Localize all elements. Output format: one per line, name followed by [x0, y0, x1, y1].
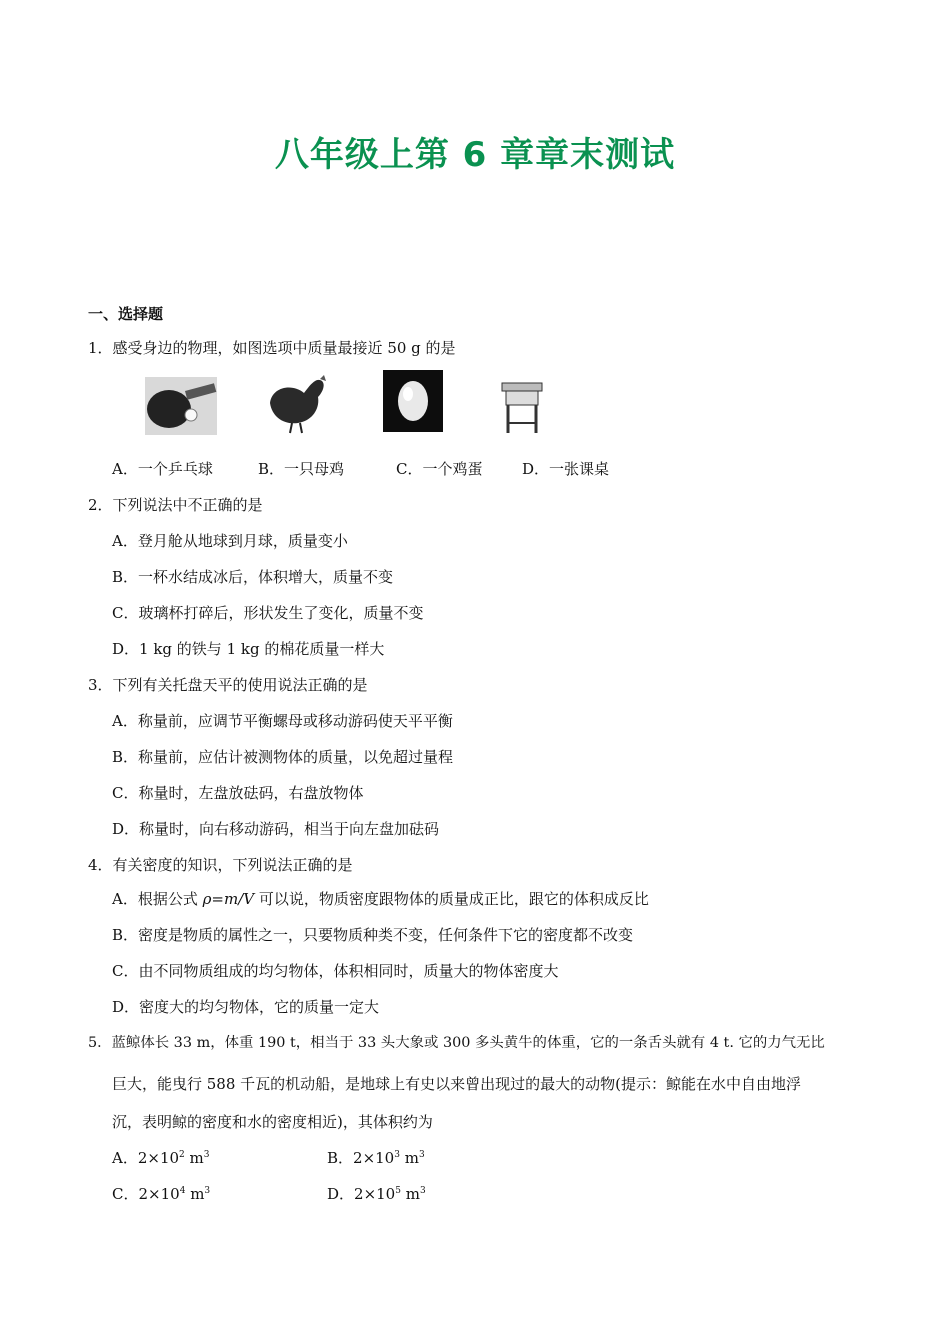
q5-option-a[interactable]: [112, 1148, 210, 1168]
q5-option-a-unit-exponent: 3: [203, 1150, 210, 1160]
q5-option-d-base: D．2×10: [327, 1185, 396, 1203]
q5-option-c-exponent: 4: [179, 1186, 186, 1196]
q2-option-b[interactable]: B．一杯水结成冰后，体积增大，质量不变: [112, 568, 394, 586]
q5-option-a-exponent: 2: [179, 1150, 185, 1160]
question-5-stem-line-1: 5．蓝鲸体长 33 m，体重 190 t，相当于 33 头大象或 300 多头黄牛的体重，它的一条舌头就有 4 t. 它的力气无比: [88, 1035, 825, 1051]
page-title: 八年级上第 6 章章末测试: [274, 135, 676, 175]
q5-option-d-unit-exponent: 3: [419, 1186, 426, 1196]
q3-option-c[interactable]: C．称量时，左盘放砝码，右盘放物体: [112, 784, 364, 802]
q5-option-b-exponent: 3: [394, 1150, 400, 1160]
q3-option-d[interactable]: D．称量时，向右移动游码，相当于向左盘加砝码: [112, 820, 440, 838]
q5-option-b-base: B．2×10: [327, 1149, 395, 1167]
q4-option-d[interactable]: D．密度大的均匀物体，它的质量一定大: [112, 998, 380, 1016]
q3-option-a[interactable]: A．称量前，应调节平衡螺母或移动游码使天平平衡: [112, 712, 453, 730]
hen-image: [262, 373, 328, 435]
q4-option-a-suffix: 可以说，物质密度跟物体的质量成正比，跟它的体积成反比: [254, 890, 649, 908]
q5-option-b-unit: m: [399, 1149, 419, 1167]
q3-option-b[interactable]: B．称量前，应估计被测物体的质量，以免超过量程: [112, 748, 454, 766]
q5-option-b[interactable]: [327, 1148, 425, 1168]
q5-option-c[interactable]: [112, 1184, 210, 1204]
question-5-stem-line-2: 巨大，能曳行 588 千瓦的机动船，是地球上有史以来曾出现过的最大的动物(提示：鲸能在水中自由地浮: [112, 1075, 802, 1093]
question-4-stem: 4．有关密度的知识，下列说法正确的是: [88, 856, 353, 874]
q5-option-a-unit: m: [184, 1149, 204, 1167]
question-2-stem: 2．下列说法中不正确的是: [88, 496, 263, 514]
q5-option-c-unit: m: [185, 1185, 205, 1203]
q4-option-b[interactable]: B．密度是物质的属性之一，只要物质种类不变，任何条件下它的密度都不改变: [112, 926, 634, 944]
question-5-stem-line-3: 沉，表明鲸的密度和水的密度相近)，其体积约为: [112, 1113, 433, 1131]
q1-option-a[interactable]: A．一个乒乓球: [112, 460, 213, 478]
q2-option-c[interactable]: C．玻璃杯打碎后，形状发生了变化，质量不变: [112, 604, 424, 622]
q1-option-b[interactable]: B．一只母鸡: [258, 460, 345, 478]
question-1-stem: 1．感受身边的物理，如图选项中质量最接近 50 g 的是: [88, 339, 456, 357]
q2-option-d[interactable]: D．1 kg 的铁与 1 kg 的棉花质量一样大: [112, 640, 385, 658]
q4-option-c[interactable]: C．由不同物质组成的均匀物体，体积相同时，质量大的物体密度大: [112, 962, 559, 980]
school-desk-image: [500, 377, 544, 435]
density-formula: ρ=m/V: [202, 890, 255, 908]
q5-option-a-base: A．2×10: [112, 1149, 180, 1167]
q4-option-a[interactable]: [112, 889, 649, 909]
q5-option-d[interactable]: [327, 1184, 426, 1204]
q5-option-b-unit-exponent: 3: [418, 1150, 425, 1160]
section-heading: 一、选择题: [88, 305, 164, 323]
q5-option-c-base: C．2×10: [112, 1185, 180, 1203]
question-3-stem: 3．下列有关托盘天平的使用说法正确的是: [88, 676, 368, 694]
q5-option-c-unit-exponent: 3: [204, 1186, 211, 1196]
q1-option-c[interactable]: C．一个鸡蛋: [396, 460, 483, 478]
q2-option-a[interactable]: A．登月舱从地球到月球，质量变小: [112, 532, 348, 550]
ping-pong-paddle-image: [145, 377, 217, 435]
q1-option-d[interactable]: D．一张课桌: [522, 460, 610, 478]
q5-option-d-unit: m: [400, 1185, 420, 1203]
egg-image: [383, 370, 443, 432]
q5-option-d-exponent: 5: [395, 1186, 401, 1196]
q4-option-a-prefix: A．根据公式: [112, 890, 203, 908]
